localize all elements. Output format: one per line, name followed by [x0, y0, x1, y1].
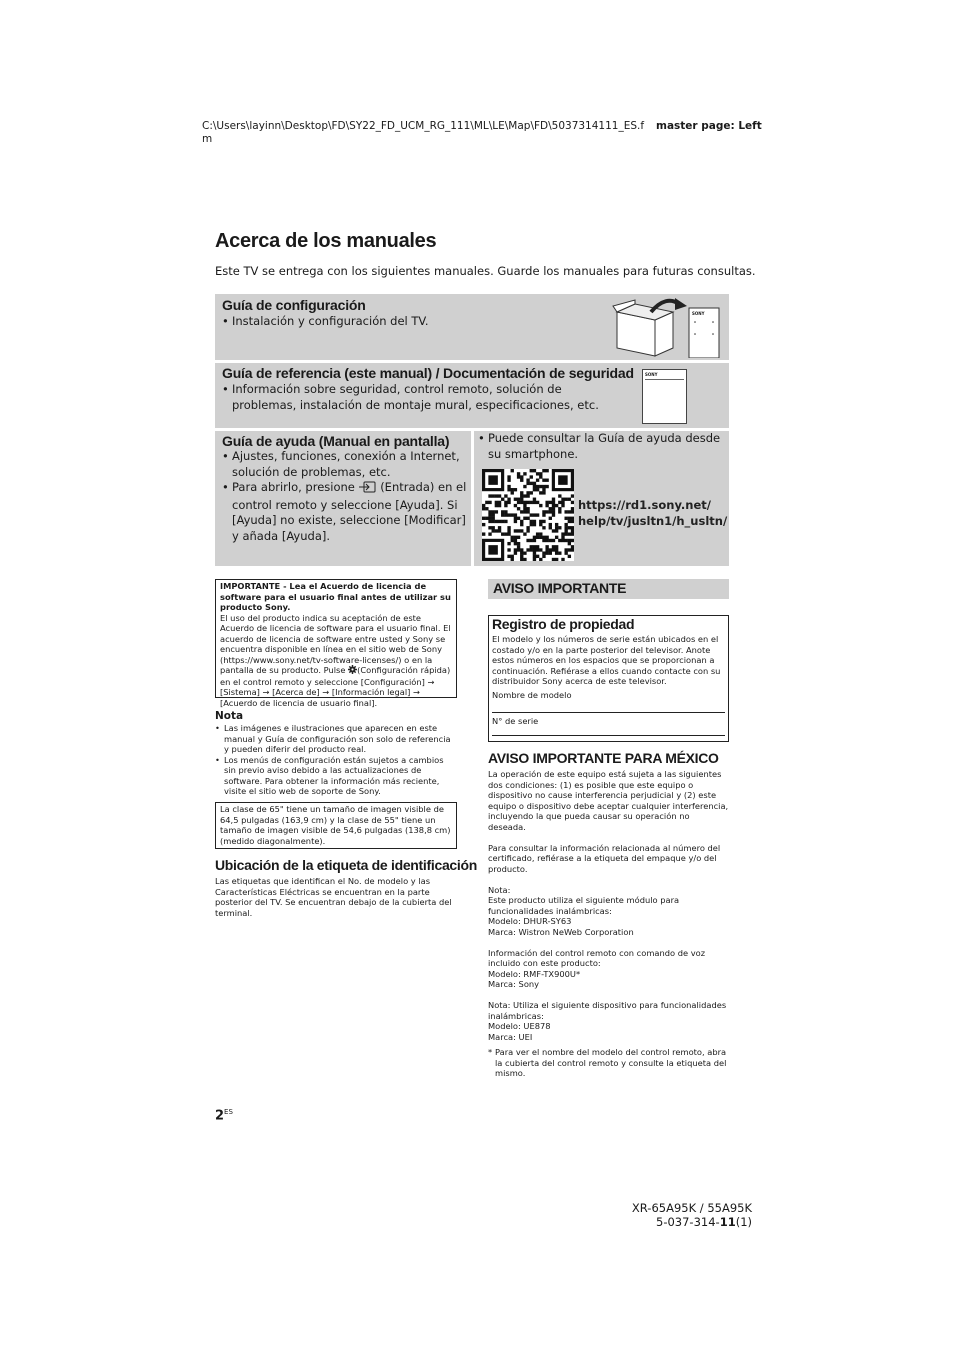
license-notice-heading: IMPORTANTE - Lea el Acuerdo de licencia de software para el usuario final antes de utilizar su producto Sony. [220, 581, 451, 612]
model-info [632, 1201, 752, 1229]
help-guide-box [215, 431, 471, 566]
help-guide-list [222, 449, 467, 544]
mexico-para-1: La operación de este equipo está sujeta a las siguientes dos condiciones: (1) es posible que este equipo o dispositivo no cause interferencia perjudicial y (2) este equipo o dispositivo debe aceptar cualquier interferencia, incluyendo la que pueda causar su operación no deseada. [488, 769, 729, 832]
help-guide-heading: Guía de ayuda (Manual en pantalla) [222, 433, 450, 449]
aviso-importante-bar [488, 579, 729, 599]
ownership-record-text: El modelo y los números de serie están ubicados en el costado y/o en la parte posterior del televisor. Anote estos números en los espacios que se proporcionan a continuación. Refiérase a ellos cuando contacte con su distribuidor Sony acerca de este televisor. [492, 634, 721, 686]
sony-logo-small: SONY [692, 311, 705, 316]
help-guide-bullet-1: • Ajustes, funciones, conexión a Internet, solución de problemas, etc. [222, 449, 467, 480]
mexico-footnote: * Para ver el nombre del modelo del control remoto, abra la cubierta del control remoto y consulte la etiqueta del mismo. [488, 1047, 727, 1078]
page-number: $2^{ES}$ [215, 1108, 233, 1124]
reference-guide-bullet: • Información sobre seguridad, control remoto, solución de problemas, instalación de montaje mural, especificaciones, etc. [222, 382, 622, 413]
help-smartphone-box [474, 431, 729, 566]
help-smartphone-list [478, 431, 723, 462]
master-page-label: master page: Left [656, 120, 762, 132]
nota-heading: Nota [215, 710, 244, 722]
serial-number-label: N° de serie [492, 716, 539, 726]
help-smartphone-bullet: • Puede consultar la Guía de ayuda desde su smartphone. [478, 431, 723, 462]
model-name-line[interactable] [492, 712, 725, 713]
mexico-notice-body [488, 769, 729, 1079]
setup-guide-heading: Guía de configuración [222, 297, 366, 313]
page-title: Acerca de los manuales [215, 230, 437, 252]
ownership-record-box [488, 615, 729, 742]
reference-guide-list [222, 382, 622, 413]
help-url[interactable]: https://rd1.sony.net/ help/tv/jusltn1/h_usltn/ [578, 498, 728, 528]
input-icon [359, 481, 377, 498]
mexico-para-2: Para consultar la información relacionada al número del certificado, refiérase a la etiqueta del empaque y/o del producto. [488, 842, 721, 874]
setup-guide-list [222, 314, 428, 330]
model-name-label: Nombre de modelo [492, 690, 572, 700]
reference-guide-box [215, 363, 729, 428]
ownership-record-heading: Registro de propiedad [492, 616, 635, 632]
gear-icon [348, 665, 357, 677]
tv-box-illustration-icon [611, 298, 723, 358]
model-number: XR-65A95K / 55A95K [631, 1201, 752, 1215]
qr-code-icon[interactable] [482, 469, 574, 561]
sony-logo-doc: SONY [645, 372, 658, 377]
file-path: C:\Users\layinn\Desktop\FD\SY22_FD_UCM_RG_111\ML\LE\Map\FD\5037314111_ES.f m [202, 120, 645, 145]
nota-item-2: • Los menús de configuración están sujetos a cambios sin previo aviso debido a las actualizaciones de software. Para obtener la información más reciente, visite el sitio web de soporte de Sony. [215, 755, 455, 797]
aviso-importante-heading: AVISO IMPORTANTE [493, 580, 627, 596]
screen-size-box: La clase de 65" tiene un tamaño de imagen visible de 64,5 pulgadas (163,9 cm) y la clase de 55" tiene un tamaño de imagen visible de 54,6 pulgadas (138,8 cm) (medido diagonalmente). [215, 802, 457, 849]
doc-code: 5-037-314-11(1) [656, 1215, 752, 1229]
setup-guide-box [215, 294, 729, 360]
reference-guide-heading: Guía de referencia (este manual) / Documentación de seguridad [222, 365, 634, 381]
label-location-text: Las etiquetas que identifican el No. de modelo y las Características Eléctricas se encuentran en la parte posterior del TV. Se encuentran debajo de la cubierta del terminal. [215, 876, 452, 918]
mexico-para-4: Información del control remoto con comando de voz incluido con este producto: Modelo: RMF-TX900U* Marca: Sony [488, 947, 706, 989]
mexico-para-3: Nota: Este producto utiliza el siguiente módulo para funcionalidades inalámbricas: Modelo: DHUR-SY63 Marca: Wistron NeWeb Corporation [488, 884, 680, 937]
license-notice-text: El uso del producto indica su aceptación de este Acuerdo de licencia de software para el usuario final. El acuerdo de licencia de software entre usted y Sony se encuentra disponible en línea en el sitio web de Sony (https://www.sony.net/tv-software-licenses/) o en la pantalla de su producto. Pulse (Configuración rápida) en el control remoto y seleccione [Configuración] → [Sistema] → [Acerca de] → [Información legal] → [Acuerdo de licencia de usuario final]. [220, 612, 451, 708]
reference-manual-document-icon [642, 369, 687, 424]
mexico-para-5: Nota: Utiliza el siguiente dispositivo para funcionalidades inalámbricas: Modelo: UE878 Marca: UEI [488, 1000, 727, 1042]
label-location-heading: Ubicación de la etiqueta de identificación [215, 857, 478, 873]
serial-number-line[interactable] [492, 735, 725, 736]
setup-guide-bullet: • Instalación y configuración del TV. [222, 314, 428, 330]
help-guide-bullet-2: • Para abrirlo, presione (Entrada) en el control remoto y seleccione [Ayuda]. Si [Ayuda] no existe, seleccione [Modificar] y añada [Ayuda]. [222, 480, 467, 544]
intro-text: Este TV se entrega con los siguientes manuales. Guarde los manuales para futuras consultas. [215, 264, 756, 278]
nota-item-1: • Las imágenes e ilustraciones que aparecen en este manual y Guía de configuración son solo de referencia y pueden diferir del producto real. [215, 723, 455, 755]
mexico-notice-heading: AVISO IMPORTANTE PARA MÉXICO [488, 750, 719, 766]
nota-list [215, 723, 455, 797]
license-notice-box [215, 579, 457, 708]
